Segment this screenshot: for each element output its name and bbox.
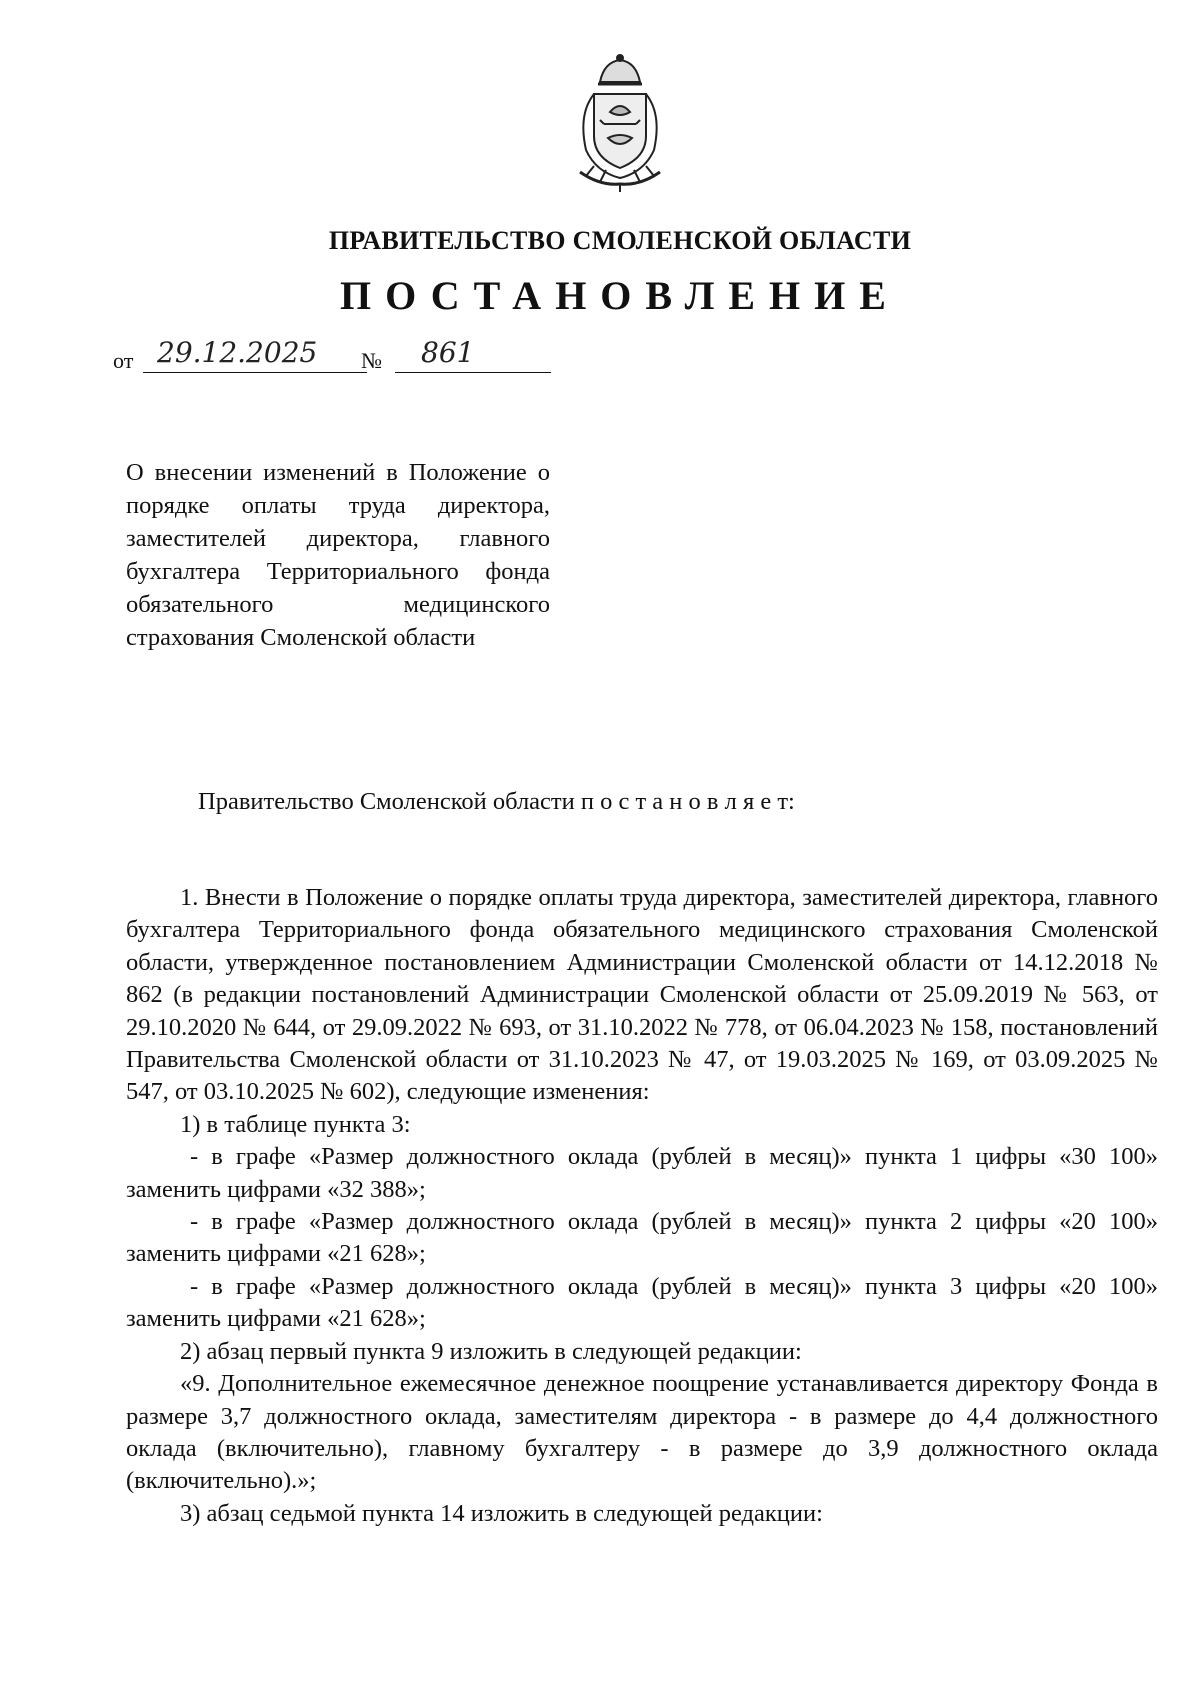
paragraph: - в графе «Размер должностного оклада (рублей в месяц)» пункта 1 цифры «30 100» заменить цифрами «32 388»; bbox=[126, 1143, 1158, 1203]
document-type: ПОСТАНОВЛЕНИЕ bbox=[340, 273, 900, 318]
document-subject: О внесении изменений в Положение о порядке оплаты труда директора, заместителей директора, главного бухгалтера Территориального фонда обязательного медицинского страхования Смоленской области bbox=[126, 459, 550, 651]
document-body bbox=[126, 882, 1158, 1530]
paragraph: 3) абзац седьмой пункта 14 изложить в следующей редакции: bbox=[180, 1499, 823, 1527]
number-label: № bbox=[361, 348, 382, 373]
paragraph: 2) абзац первый пункта 9 изложить в следующей редакции: bbox=[180, 1337, 802, 1365]
preamble: Правительство Смоленской области п о с т а н о в л я е т: bbox=[198, 788, 795, 815]
coat-of-arms-icon bbox=[560, 54, 680, 194]
coat-of-arms-emblem bbox=[560, 54, 680, 194]
paragraph: «9. Дополнительное ежемесячное денежное поощрение устанавливается директору Фонда в размере 3,7 должностного оклада, заместителям директора - в размере до 4,4 должностного оклада (включительно), главному бухгалтеру - в размере до 3,9 должностного оклада (включительно).»; bbox=[126, 1370, 1158, 1495]
paragraph: 1) в таблице пункта 3: bbox=[180, 1110, 411, 1138]
paragraph: - в графе «Размер должностного оклада (рублей в месяц)» пункта 3 цифры «20 100» заменить цифрами «21 628»; bbox=[126, 1272, 1158, 1333]
organization-name: ПРАВИТЕЛЬСТВО СМОЛЕНСКОЙ ОБЛАСТИ bbox=[328, 226, 912, 255]
date-prefix: от bbox=[113, 348, 134, 373]
paragraph: - в графе «Размер должностного оклада (рублей в месяц)» пункта 2 цифры «20 100» заменить цифрами «21 628»; bbox=[126, 1208, 1158, 1268]
document-date: 29.12.2025 bbox=[143, 338, 367, 373]
date-number-line bbox=[113, 338, 533, 378]
document-number: 861 bbox=[395, 338, 551, 373]
paragraph: 1. Внести в Положение о порядке оплаты труда директора, заместителей директора, главного бухгалтера Территориального фонда обязательного медицинского страхования Смоленской области, утвержденное постановлением Администрации Смоленской области от 14.12.2018 № 862 (в редакции постановлений Администрации Смоленской области от 25.09.2019 № 563, от 29.10.2020 № 644, от 29.09.2022 № 693, от 31.10.2022 № 778, от 06.04.2023 № 158, постановлений Правительства Смоленской области от 31.10.2023 № 47, от 19.03.2025 № 169, от 03.09.2025 № 547, от 03.10.2025 № 602), следующие изменения: bbox=[126, 884, 1158, 1106]
